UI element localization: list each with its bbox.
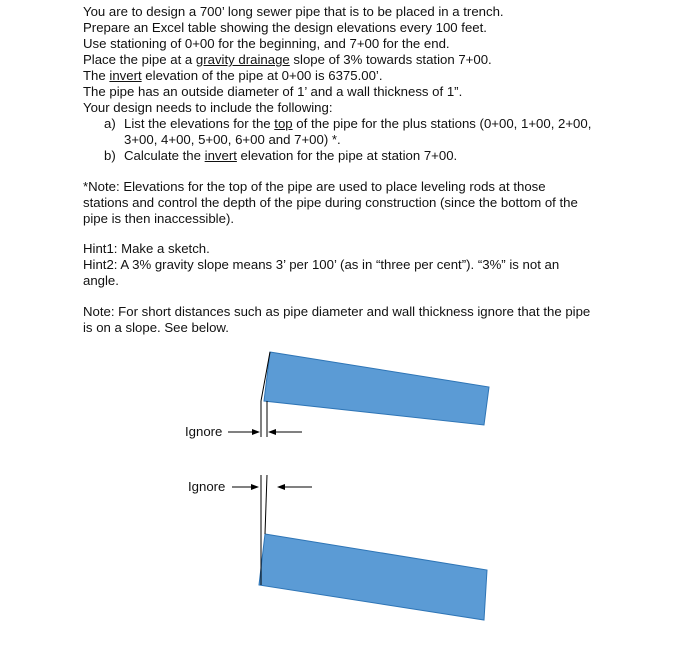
item-b-post: elevation for the pipe at station 7+00. (236, 148, 458, 163)
ignore-label-bottom: Ignore (188, 479, 226, 494)
gravity-drainage-underlined: gravity drainage (195, 52, 290, 67)
intro-line-7: Your design needs to include the following: (83, 100, 333, 115)
intro-line-3: Use stationing of 0+00 for the beginning, and 7+00 for the end. (83, 36, 450, 51)
item-a-post: of the pipe for the plus stations (0+00, 1+00, 2+00, (292, 116, 592, 131)
intro-line-6: The pipe has an outside diameter of 1’ and a wall thickness of 1”. (83, 84, 463, 99)
invert-underlined: invert (109, 68, 142, 83)
hint-2-line-2: angle. (83, 273, 119, 288)
note2-line-2: is on a slope. See below. (83, 320, 229, 335)
intro-line-1: You are to design a 700’ long sewer pipe that is to be placed in a trench. (83, 4, 504, 19)
pipe-bottom-section (259, 534, 487, 620)
intro-line-5-pre: The (83, 68, 110, 83)
bottom-ref-line-slanted (265, 475, 267, 534)
item-a-line-2: 3+00, 4+00, 5+00, 6+00 and 7+00) *. (124, 132, 341, 147)
note-line-3: pipe is then inaccessible). (83, 211, 235, 226)
note-line-2: stations and control the depth of the pipe during construction (since the bottom of the (83, 195, 578, 210)
top-arrow-left-head (252, 429, 260, 435)
intro-line-2: Prepare an Excel table showing the design elevations every 100 feet. (83, 20, 487, 35)
intro-line-4-post: slope of 3% towards station 7+00. (289, 52, 492, 67)
pipe-top-section (264, 352, 489, 425)
item-a-marker: a) (104, 116, 116, 131)
item-a-pre: List the elevations for the (124, 116, 275, 131)
top-arrow-right-head (268, 429, 276, 435)
hint-2-line-1: Hint2: A 3% gravity slope means 3’ per 100’ (as in “three per cent”). “3%” is not an (83, 257, 560, 272)
bottom-arrow-left-head (251, 484, 259, 490)
invert-underlined-b: invert (204, 148, 237, 163)
intro-line-5-post: elevation of the pipe at 0+00 is 6375.00’. (141, 68, 383, 83)
top-underlined: top (274, 116, 293, 131)
intro-line-4-pre: Place the pipe at a (83, 52, 196, 67)
hint-1: Hint1: Make a sketch. (83, 241, 210, 256)
item-b-pre: Calculate the (124, 148, 205, 163)
note2-line-1: Note: For short distances such as pipe diameter and wall thickness ignore that the pipe (83, 304, 591, 319)
item-b-marker: b) (104, 148, 116, 163)
bottom-arrow-right-head (277, 484, 285, 490)
note-line-1: *Note: Elevations for the top of the pipe are used to place leveling rods at those (83, 179, 546, 194)
ignore-label-top: Ignore (185, 424, 223, 439)
